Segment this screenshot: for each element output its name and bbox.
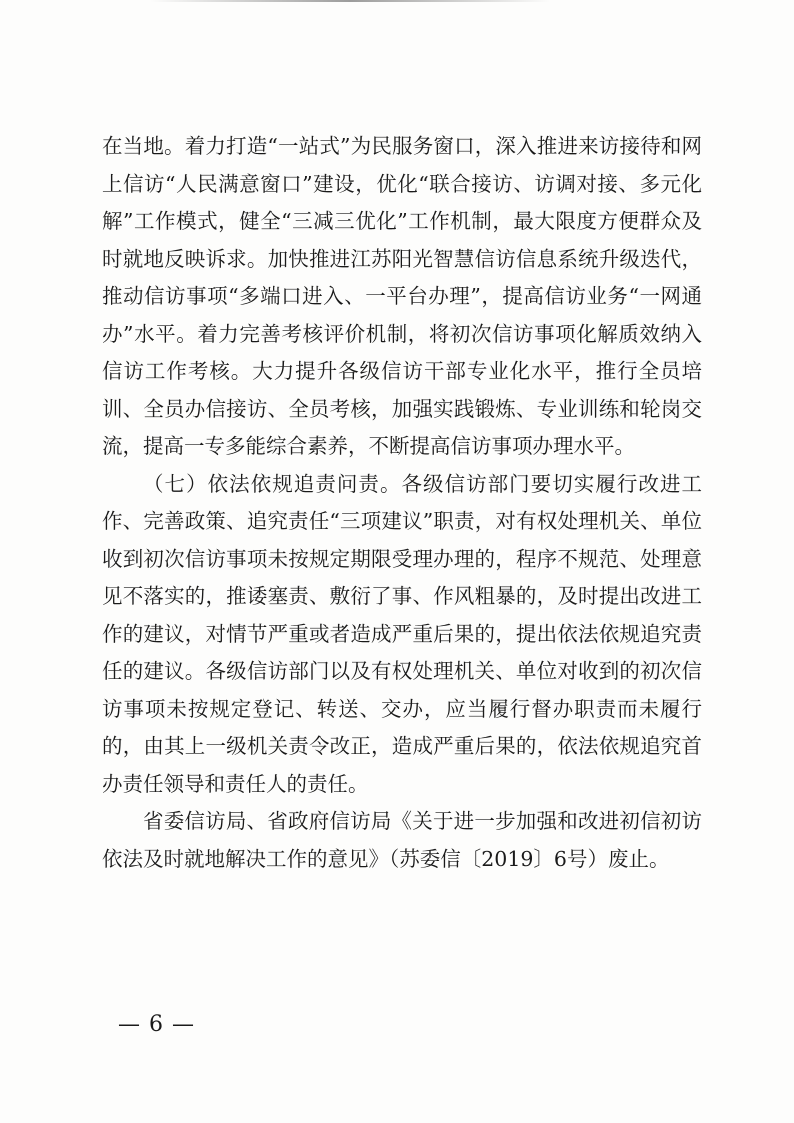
paragraph-repeal-notice: 省委信访局、省政府信访局《关于进一步加强和改进初信初访依法及时就地解决工作的意见》（苏委信〔2019〕6号）废止。 [102,809,702,871]
page-number: — 6 — [118,1012,195,1037]
top-scan-rule [150,0,550,2]
paragraph-continuation: 在当地。着力打造“一站式”为民服务窗口，深入推进来访接待和网上信访“人民满意窗口”建设，优化“联合接访、访调对接、多元化解”工作模式，健全“三减三优化”工作机制，最大限度方便群众及时就地反映诉求。加快推进江苏阳光智慧信访信息系统升级迭代，推动信访事项“多端口进入、一平台办理”，提高信访业务“一网通办”水平。着力完善考核评价机制，将初次信访事项化解质效纳入信访工作考核。大力提升各级信访干部专业化水平，推行全员培训、全员办信接访、全员考核，加强实践锻炼、专业训练和轮岗交流，提高一专多能综合素养，不断提高信访事项办理水平。 [102,134,702,458]
document-body [102,128,702,878]
paragraph-section-seven: （七）依法依规追责问责。各级信访部门要切实履行改进工作、完善政策、追究责任“三项建议”职责，对有权处理机关、单位收到初次信访事项未按规定期限受理办理的，程序不规范、处理意见不落实的，推诿塞责、敷衍了事、作风粗暴的，及时提出改进工作的建议，对情节严重或者造成严重后果的，提出依法依规追究责任的建议。各级信访部门以及有权处理机关、单位对收到的初次信访事项未按规定登记、转送、交办，应当履行督办职责而未履行的，由其上一级机关责令改正，造成严重后果的，依法依规追究首办责任领导和责任人的责任。 [102,471,702,796]
